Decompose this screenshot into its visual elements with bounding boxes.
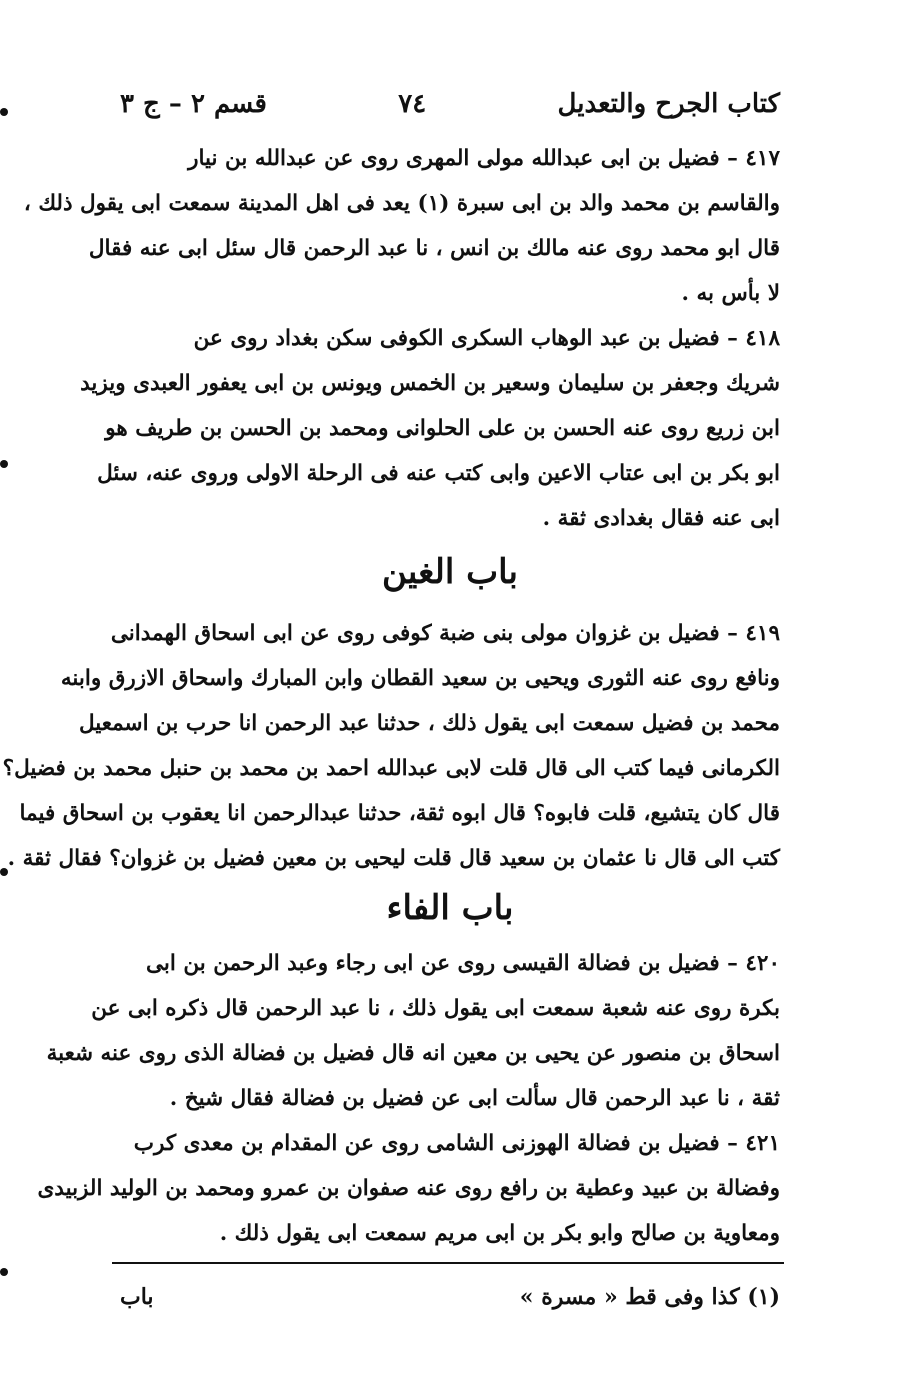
text-line: ابو بكر بن ابى عتاب الاعين وابى كتب عنه فى الرحلة الاولى وروى عنه، سئل bbox=[97, 461, 780, 486]
text-line: شريك وجعفر بن سليمان وسعير بن الخمس ويونس بن ابى يعفور العبدى ويزيد bbox=[80, 371, 780, 396]
text-line: قال ابو محمد روى عنه مالك بن انس ، نا عبد الرحمن قال سئل ابى عنه فقال bbox=[88, 236, 780, 261]
text-line: ثقة ، نا عبد الرحمن قال سألت ابى عن فضيل بن فضالة فقال شيخ . bbox=[169, 1086, 780, 1111]
text-line: كتب الى قال نا عثمان بن سعيد قال قلت ليحيى بن معين فضيل بن غزوان؟ فقال ثقة . bbox=[7, 846, 780, 871]
footnote-text: (١) كذا وفى قط « مسرة » bbox=[519, 1284, 780, 1310]
section-heading-ghain: باب الغين bbox=[381, 552, 519, 592]
text-line: ٤١٩ – فضيل بن غزوان مولى بنى ضبة كوفى روى عن ابى اسحاق الهمدانى bbox=[110, 621, 780, 646]
text-line: ٤٢٠ – فضيل بن فضالة القيسى روى عن ابى رجاء وعبد الرحمن بن ابى bbox=[146, 951, 780, 976]
text-line: ابى عنه فقال بغدادى ثقة . bbox=[542, 506, 780, 531]
text-line: ومعاوية بن صالح وابو بكر بن ابى مريم سمعت ابى يقول ذلك . bbox=[219, 1221, 780, 1246]
text-line: بكرة روى عنه شعبة سمعت ابى يقول ذلك ، نا عبد الرحمن قال ذكره ابى عن bbox=[91, 996, 780, 1021]
text-line: والقاسم بن محمد والد بن ابى سبرة (١) يعد فى اهل المدينة سمعت ابى يقول ذلك ، bbox=[23, 191, 780, 216]
text-line: وفضالة بن عبيد وعطية بن رافع روى عنه صفوان بن عمرو ومحمد بن الوليد الزبيدى bbox=[37, 1176, 780, 1201]
text-line: الكرمانى فيما كتب الى قال قلت لابى عبدالله احمد بن محمد بن حنبل محمد بن فضيل؟ bbox=[2, 756, 780, 781]
scan-mark bbox=[0, 1268, 8, 1276]
catchword: باب bbox=[120, 1284, 154, 1310]
footnote-divider bbox=[112, 1262, 784, 1264]
page-header bbox=[120, 78, 780, 130]
text-line: ٤١٨ – فضيل بن عبد الوهاب السكرى الكوفى سكن بغداد روى عن bbox=[193, 326, 780, 351]
text-line: ابن زريع روى عنه الحسن بن على الحلوانى ومحمد بن الحسن بن طريف هو bbox=[105, 416, 780, 441]
text-line: ٤٢١ – فضيل بن فضالة الهوزنى الشامى روى عن المقدام بن معدى كرب bbox=[133, 1131, 780, 1156]
volume-label: قسم ٢ – ج ٣ bbox=[120, 89, 267, 119]
book-title: كتاب الجرح والتعديل bbox=[557, 89, 780, 119]
page-number: ٧٤ bbox=[398, 89, 427, 119]
scan-mark bbox=[0, 460, 8, 468]
scan-mark bbox=[0, 108, 8, 116]
section-heading-fa: باب الفاء bbox=[386, 888, 514, 928]
text-line: محمد بن فضيل سمعت ابى يقول ذلك ، حدثنا عبد الرحمن انا حرب بن اسمعيل bbox=[78, 711, 780, 736]
scan-mark bbox=[0, 868, 8, 876]
text-line: ٤١٧ – فضيل بن ابى عبدالله مولى المهرى روى عن عبدالله بن نيار bbox=[188, 146, 780, 171]
text-line: اسحاق بن منصور عن يحيى بن معين انه قال فضيل بن فضالة الذى روى عنه شعبة bbox=[46, 1041, 780, 1066]
text-line: لا بأس به . bbox=[681, 281, 780, 306]
text-line: ونافع روى عنه الثورى ويحيى بن سعيد القطان وابن المبارك واسحاق الازرق وابنه bbox=[60, 666, 780, 691]
footnote-area bbox=[120, 1275, 780, 1319]
main-text bbox=[2, 136, 780, 1256]
text-line: قال كان يتشيع، قلت فابوه؟ قال ابوه ثقة، حدثنا عبدالرحمن انا يعقوب بن اسحاق فيما bbox=[19, 801, 780, 826]
